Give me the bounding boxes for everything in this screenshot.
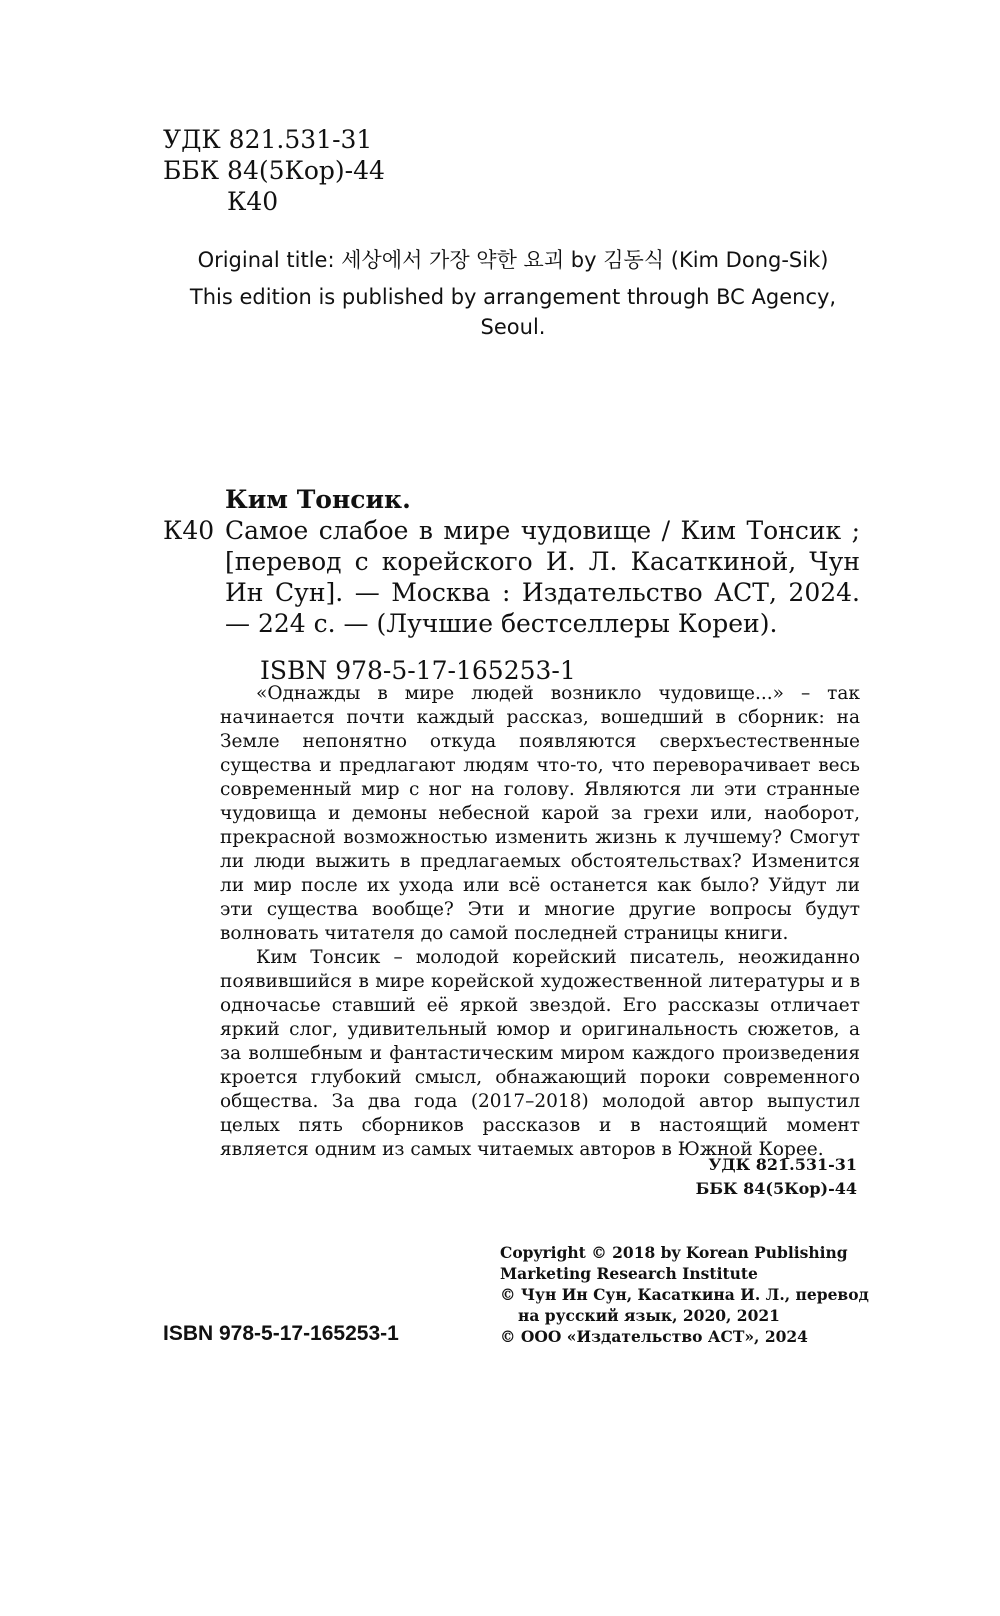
annotation-paragraph-1: «Однажды в мире людей возникло чудовище...» – так начинается почти каждый рассказ, вошедший в сборник: на Земле непонятно откуда появляются сверхъестественные существа и предлагают людям что-то, что переворачивает весь современный мир с ног на голову. Являются ли эти странные чудовища и демоны небесной карой за грехи или, наоборот, прекрасной возможностью изменить жизнь к лучшему? Смогут ли люди выжить в предлагаемых обстоятельствах? Изменится ли мир после их ухода или всё останется как было? Уйдут ли эти существа вообще? Эти и многие другие вопросы будут волновать читателя до самой последней страницы книги. [220,683,860,944]
catalog-entry [163,484,860,686]
classification-codes-right [696,1153,857,1201]
arrangement-line-2: Seoul. [480,315,546,339]
copyright-block [500,1242,869,1347]
entry-description: Самое слабое в мире чудовище / Ким Тонсик ; [перевод с корейского И. Л. Касаткиной, Чун Ин Сун]. — Москва : Издательство АСТ, 2024. — 224 с. — (Лучшие бестселлеры Кореи). [225,516,860,638]
author-mark: К40 [227,187,279,216]
copyright-line-3: © Чун Ин Сун, Касаткина И. Л., перевод [500,1285,869,1304]
udk-code-right: УДК 821.531-31 [708,1155,857,1174]
copyright-line-1: Copyright © 2018 by Korean Publishing [500,1243,848,1262]
udk-code: УДК 821.531-31 [163,125,373,154]
rights-notice [163,238,863,342]
entry-isbn: ISBN 978-5-17-165253-1 [260,656,576,685]
bbk-code-right: ББК 84(5Кор)-44 [695,1179,857,1198]
entry-code: К40 [163,516,215,545]
arrangement-line-1: This edition is published by arrangement through BC Agency, [189,285,837,309]
isbn-bottom: ISBN 978-5-17-165253-1 [163,1322,399,1345]
annotation-paragraph-2: Ким Тонсик – молодой корейский писатель, неожиданно появившийся в мире корейской художественной литературы и в одночасье ставший её яркой звездой. Его рассказы отличает яркий слог, удивительный юмор и оригинальность сюжетов, а за волшебным и фантастическим миром каждого произведения кроется глубокий смысл, обнажающий пороки современного общества. За два года (2017–2018) молодой автор выпустил целых пять сборников рассказов и в настоящий момент является одним из самых читаемых авторов в Южной Корее. [220,947,860,1160]
classification-block [163,124,385,217]
copyright-line-4: на русский язык, 2020, 2021 [518,1306,780,1325]
original-title: Original title: 세상에서 가장 약한 요괴 by 김동식 (Kim Dong-Sik) [197,248,829,272]
annotation [220,682,860,1162]
copyright-line-5: © ООО «Издательство АСТ», 2024 [500,1327,808,1346]
entry-author: Ким Тонсик. [225,485,411,514]
bbk-code: ББК 84(5Кор)-44 [163,156,385,185]
copyright-line-2: Marketing Research Institute [500,1264,758,1283]
